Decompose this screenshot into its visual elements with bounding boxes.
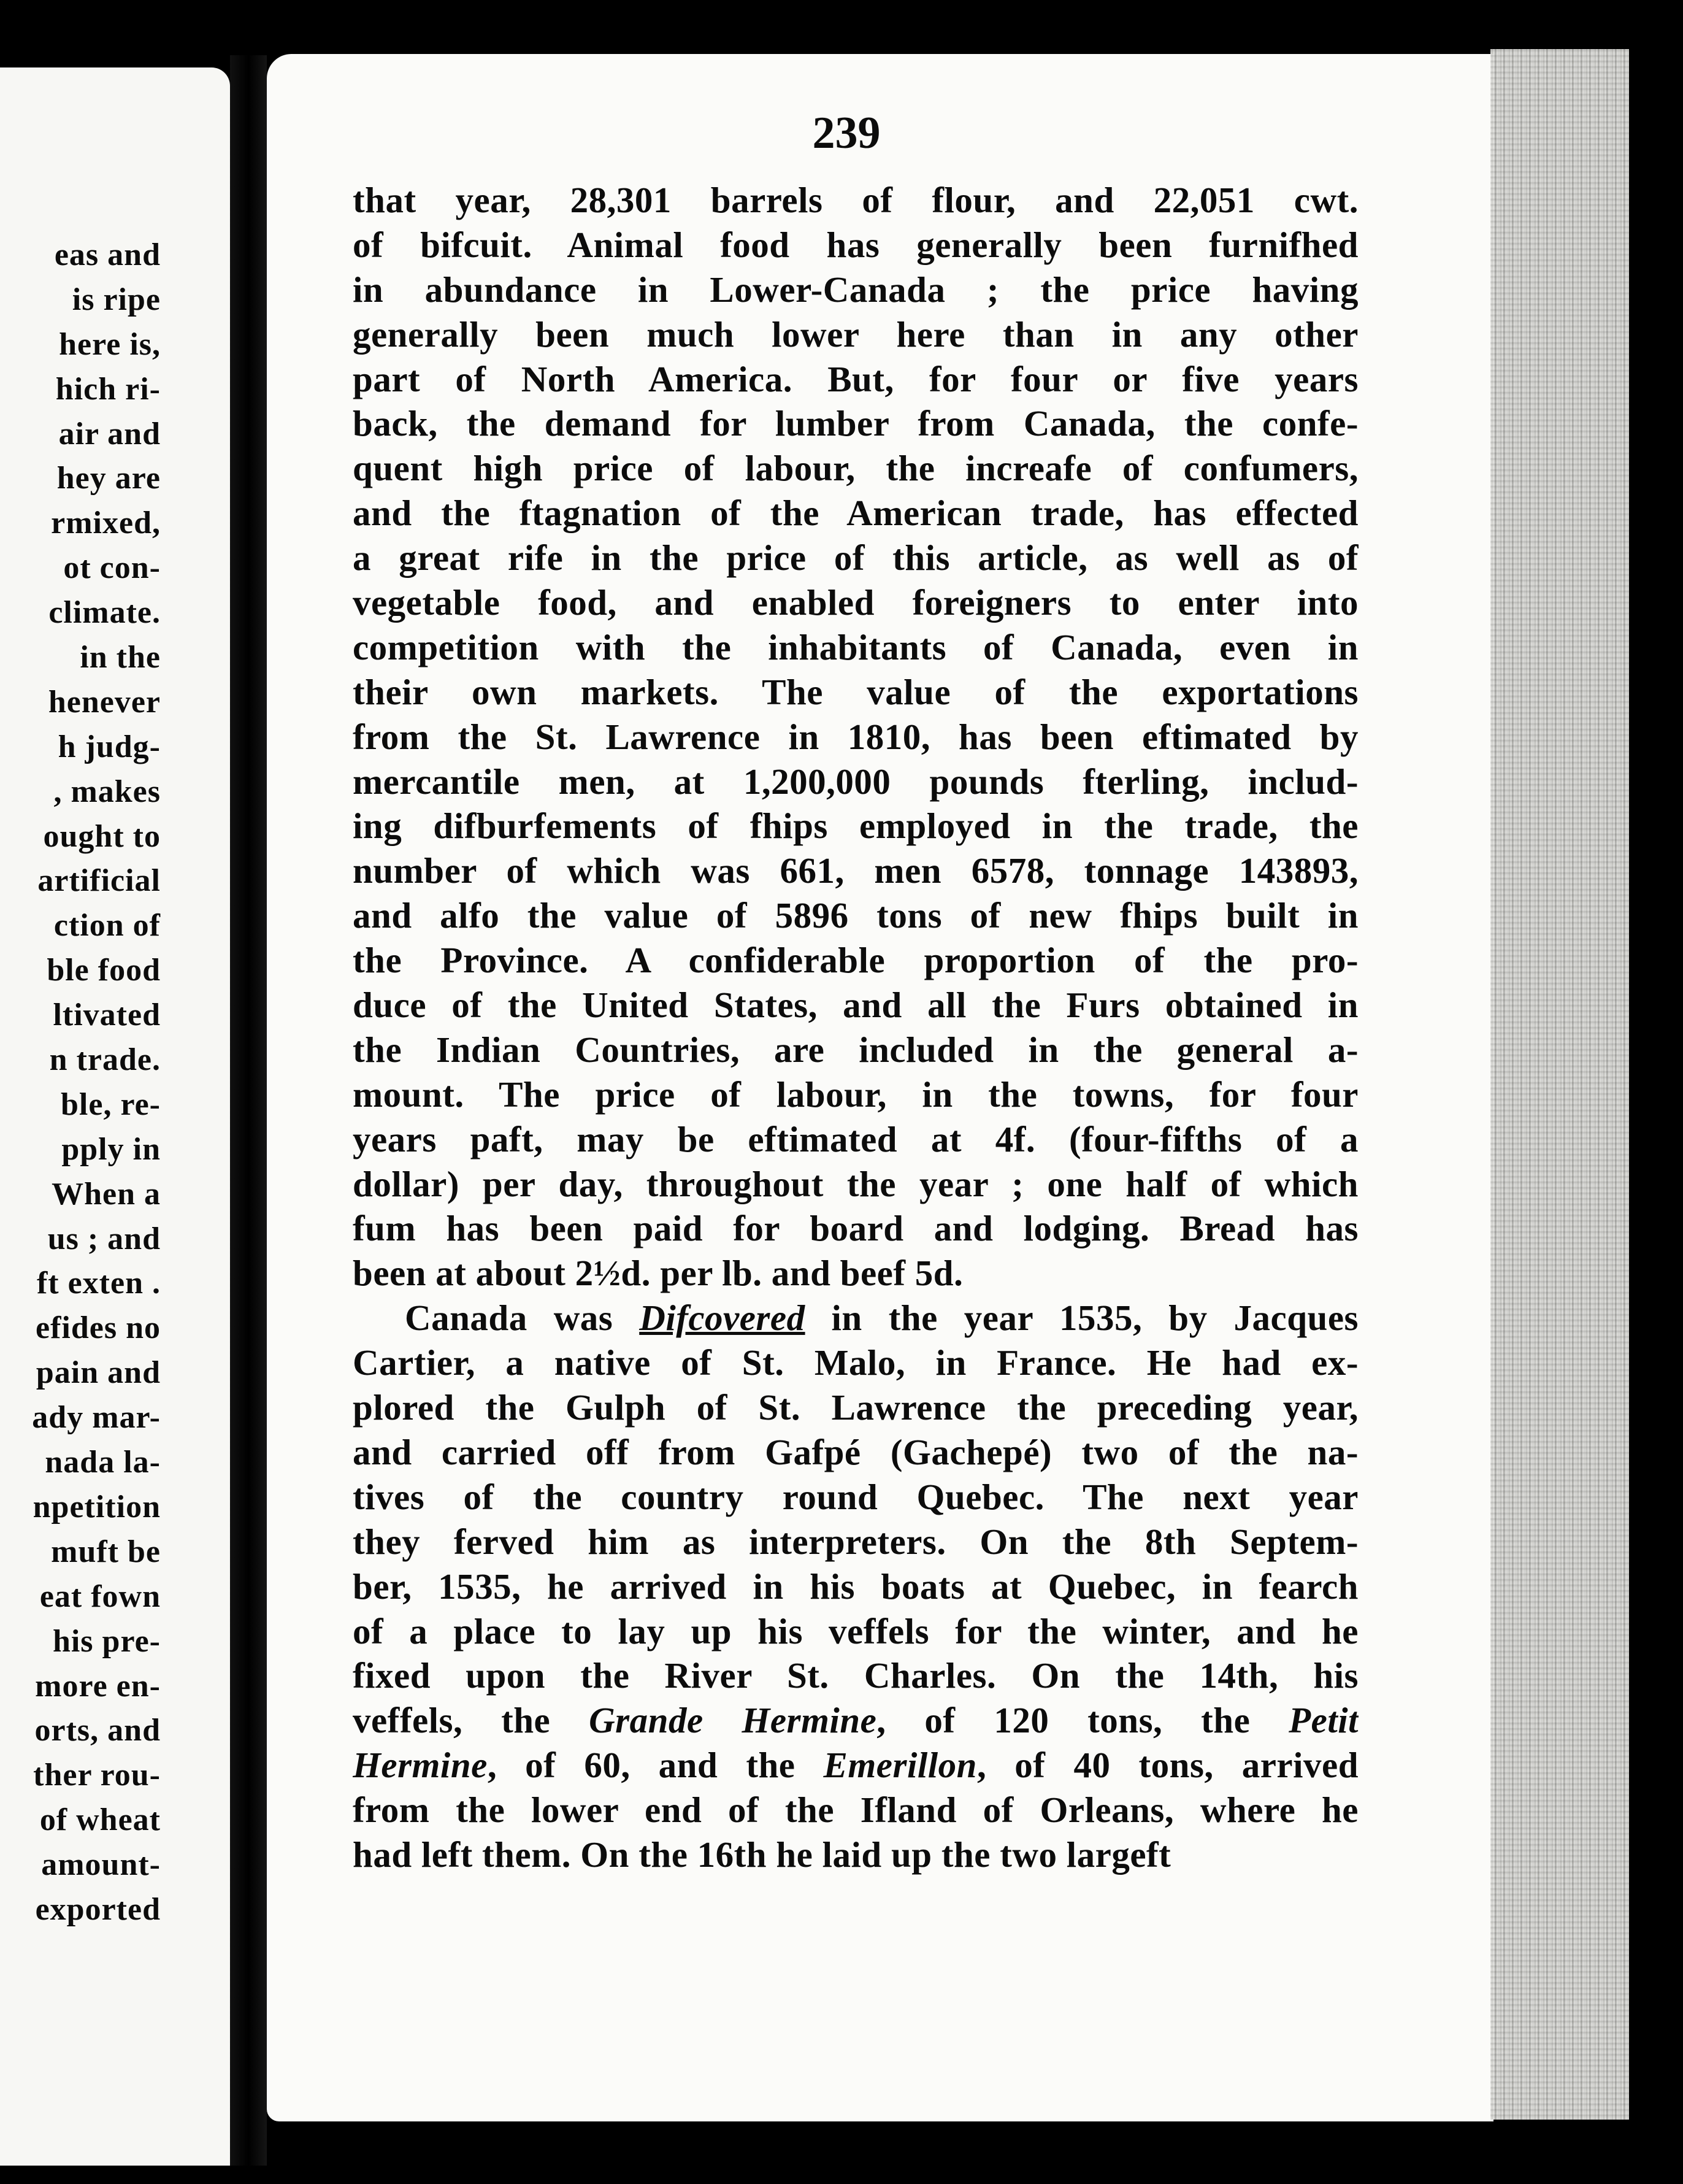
left-text-fragment: amount- <box>41 1847 161 1883</box>
left-text-fragment: ft exten . <box>36 1266 161 1301</box>
left-text-fragment: henever <box>48 684 161 720</box>
text-line: had left them. On the 16th he laid up the two largeft <box>353 1834 1171 1875</box>
text-line: ing difburfements of fhips employed in the trade, the <box>353 806 1359 847</box>
text-line: of bifcuit. Animal food has generally been furnifhed <box>353 224 1359 265</box>
left-text-fragment: ction of <box>53 908 161 944</box>
text-line: the Province. A confiderable proportion of the pro- <box>353 940 1359 981</box>
text-line: veffels, the Grande Hermine, of 120 tons, the Petit <box>353 1700 1359 1741</box>
left-text-fragment: here is, <box>59 326 161 362</box>
text-line: and the ftagnation of the American trade, has effected <box>353 493 1359 534</box>
text-line: mercantile men, at 1,200,000 pounds fterling, includ- <box>353 761 1359 802</box>
left-text-fragment: in the <box>80 640 161 675</box>
text-line: of a place to lay up his veffels for the winter, and he <box>353 1610 1359 1651</box>
text-line: generally been much lower here than in any other <box>353 313 1359 355</box>
text-line: been at about 2½d. per lb. and beef 5d. <box>353 1253 964 1294</box>
text-line: quent high price of labour, the increafe of confumers, <box>353 448 1359 489</box>
left-text-fragment: his pre- <box>52 1623 161 1659</box>
text-line: dollar) per day, throughout the year ; one half of which <box>353 1163 1359 1204</box>
text-line: from the lower end of the Ifland of Orleans, where he <box>353 1790 1359 1831</box>
text-line: years paft, may be eftimated at 4f. (four-fifths of a <box>353 1118 1359 1159</box>
page-body-text <box>353 178 1359 1877</box>
left-page <box>0 67 230 2166</box>
text-line: ber, 1535, he arrived in his boats at Quebec, in fearch <box>353 1566 1359 1607</box>
text-line: Hermine, of 60, and the Emerillon, of 40 tons, arrived <box>353 1745 1359 1786</box>
text-line: back, the demand for lumber from Canada, the confe- <box>353 403 1359 444</box>
book-gutter <box>230 55 267 2166</box>
left-text-fragment: ble food <box>47 953 161 988</box>
text-line: and alfo the value of 5896 tons of new fhips built in <box>353 895 1359 936</box>
page-number: 239 <box>812 108 881 158</box>
text-line: and carried off from Gafpé (Gachepé) two of the na- <box>353 1431 1359 1472</box>
text-line: in abundance in Lower-Canada ; the price having <box>353 269 1359 310</box>
left-text-fragment: ble, re- <box>61 1086 161 1122</box>
left-text-fragment: eas and <box>54 237 161 272</box>
text-line: the Indian Countries, are included in the general a- <box>353 1029 1359 1070</box>
left-text-fragment: npetition <box>33 1489 161 1525</box>
left-text-fragment: orts, and <box>34 1713 161 1748</box>
text-line: plored the Gulph of St. Lawrence the preceding year, <box>353 1387 1359 1428</box>
text-line: number of which was 661, men 6578, tonnage 143893, <box>353 850 1359 891</box>
text-line: Canada was Difcovered in the year 1535, by Jacques <box>405 1298 1359 1339</box>
left-text-fragment: pain and <box>36 1355 161 1391</box>
text-line: tives of the country round Quebec. The next year <box>353 1476 1359 1517</box>
left-text-fragment: hich ri- <box>55 371 161 407</box>
left-text-fragment: rmixed, <box>51 506 161 541</box>
text-line: fixed upon the River St. Charles. On the 14th, his <box>353 1655 1359 1696</box>
left-text-fragment: pply in <box>61 1131 161 1167</box>
left-text-fragment: ot con- <box>63 550 161 586</box>
text-line: competition with the inhabitants of Canada, even in <box>353 626 1359 667</box>
left-text-fragment: h judg- <box>58 729 161 764</box>
left-text-fragment: of wheat <box>39 1802 161 1838</box>
left-text-fragment: ady mar- <box>32 1400 161 1436</box>
text-line: Cartier, a native of St. Malo, in France. He had ex- <box>353 1342 1359 1383</box>
text-line: part of North America. But, for four or five years <box>353 358 1359 399</box>
left-text-fragment: ought to <box>43 818 161 854</box>
text-line: they ferved him as interpreters. On the 8th Septem- <box>353 1521 1359 1562</box>
left-text-fragment: is ripe <box>72 282 161 317</box>
left-text-fragment: efides no <box>36 1310 161 1346</box>
left-text-fragment: ltivated <box>53 998 161 1033</box>
page-edges <box>1490 49 1629 2120</box>
text-line: their own markets. The value of the exportations <box>353 671 1359 712</box>
left-text-fragment: exported <box>35 1891 161 1927</box>
text-line: duce of the United States, and all the Furs obtained in <box>353 985 1359 1026</box>
left-text-fragment: more en- <box>35 1668 161 1704</box>
left-text-fragment: muft be <box>51 1534 161 1569</box>
left-text-fragment: hey are <box>56 461 161 496</box>
text-line: mount. The price of labour, in the towns, for four <box>353 1074 1359 1115</box>
left-text-fragment: nada la- <box>45 1445 161 1480</box>
text-line: that year, 28,301 barrels of flour, and 22,051 cwt. <box>353 180 1359 220</box>
text-line: fum has been paid for board and lodging. Bread has <box>353 1208 1359 1249</box>
left-text-fragment: , makes <box>53 774 161 809</box>
left-page-text <box>0 233 161 1932</box>
text-line: from the St. Lawrence in 1810, has been eftimated by <box>353 716 1359 757</box>
left-text-fragment: When a <box>52 1176 161 1212</box>
left-text-fragment: artificial <box>37 863 161 899</box>
left-text-fragment: eat fown <box>39 1578 161 1614</box>
left-text-fragment: ther rou- <box>33 1758 161 1793</box>
left-text-fragment: n trade. <box>49 1042 161 1078</box>
left-text-fragment: climate. <box>48 595 161 631</box>
scan-edge <box>1629 49 1683 2184</box>
text-line: vegetable food, and enabled foreigners to enter into <box>353 582 1359 623</box>
left-text-fragment: air and <box>58 416 161 452</box>
left-text-fragment: us ; and <box>47 1221 161 1256</box>
text-line: a great rife in the price of this article, as well as of <box>353 537 1359 579</box>
